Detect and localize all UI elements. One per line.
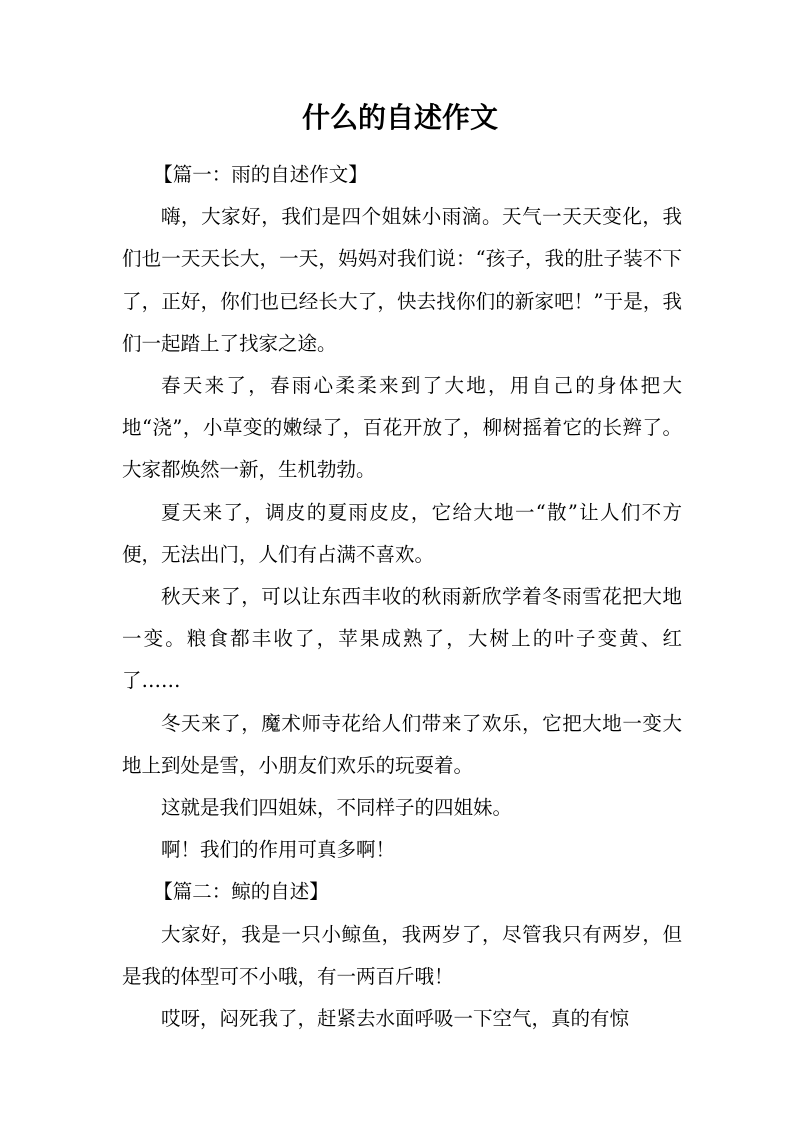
paragraph: 这就是我们四姐妹，不同样子的四姐妹。 [161, 796, 513, 820]
paragraph: 夏天来了，调皮的夏雨皮皮，它给大地一“散”让人们不方便，无法出门，人们有占满不喜欢。 [122, 500, 682, 566]
paragraph: 春天来了，春雨心柔柔来到了大地，用自己的身体把大地“浇”，小草变的嫩绿了，百花开放了，柳树摇着它的长辫了。大家都焕然一新，生机勃勃。 [122, 374, 682, 482]
paragraph: 哎呀，闷死我了，赶紧去水面呼吸一下空气，真的有惊 [161, 1007, 630, 1031]
paragraph: 大家好，我是一只小鲸鱼，我两岁了，尽管我只有两岁，但是我的体型可不小哦，有一两百斤哦！ [122, 922, 682, 988]
paragraph: 冬天来了，魔术师寺花给人们带来了欢乐，它把大地一变大地上到处是雪，小朋友们欢乐的玩耍着。 [122, 711, 682, 777]
section-heading-2: 【篇二：鲸的自述】 [153, 880, 329, 904]
paragraph: 嗨，大家好，我们是四个姐妹小雨滴。天气一天天变化，我们也一天天长大，一天，妈妈对我们说：“孩子，我的肚子装不下了，正好，你们也已经长大了，快去找你们的新家吧！”于是，我们一起踏上了找家之途。 [122, 205, 682, 355]
paragraph: 秋天来了，可以让东西丰收的秋雨新欣学着冬雨雪花把大地一变。粮食都丰收了，苹果成熟了，大树上的叶子变黄、红了…… [122, 585, 682, 693]
paragraph: 啊！我们的作用可真多啊！ [161, 838, 396, 862]
document-title: 什么的自述作文 [301, 101, 498, 134]
document-body [122, 154, 682, 1040]
section-heading-1: 【篇一：雨的自述作文】 [153, 163, 368, 186]
